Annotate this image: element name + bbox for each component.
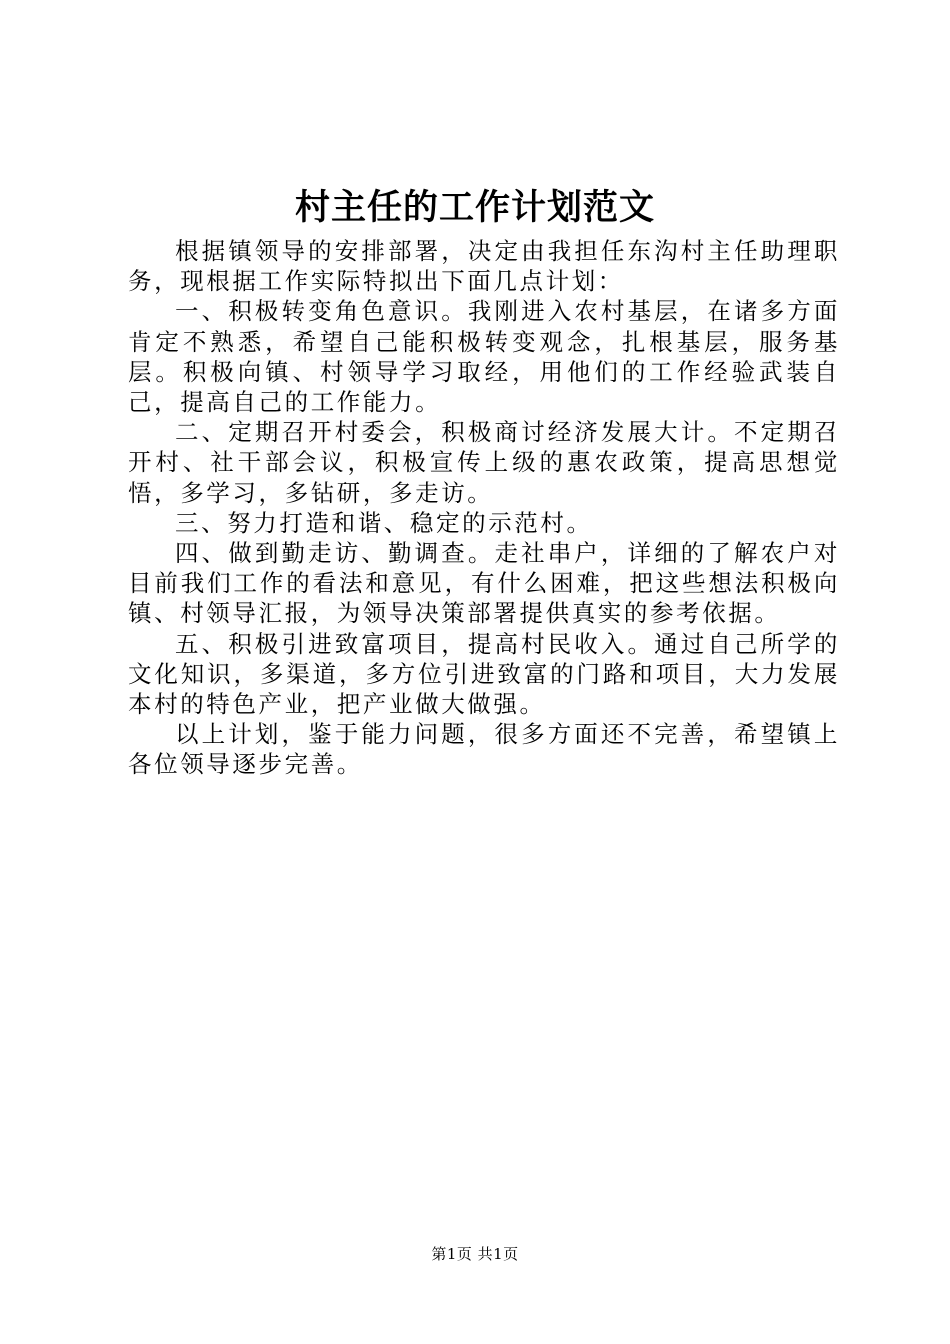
paragraph-item-1: 一、积极转变角色意识。我刚进入农村基层，在诸多方面肯定不熟悉，希望自己能积极转变观念，扎根基层，服务基层。积极向镇、村领导学习取经，用他们的工作经验武装自己，提高自己的工作能力。 (128, 297, 840, 417)
paragraph-item-4: 四、做到勤走访、勤调查。走社串户，详细的了解农户对目前我们工作的看法和意见，有什么困难，把这些想法积极向镇、村领导汇报，为领导决策部署提供真实的参考依据。 (128, 539, 840, 628)
paragraph-item-3: 三、努力打造和谐、稳定的示范村。 (175, 508, 593, 537)
paragraph-item-2: 二、定期召开村委会，积极商讨经济发展大计。不定期召开村、社干部会议，积极宣传上级的惠农政策，提高思想觉悟，多学习，多钻研，多走访。 (128, 418, 840, 507)
document-title: 村主任的工作计划范文 (294, 188, 655, 228)
paragraph-conclusion: 以上计划，鉴于能力问题，很多方面还不完善，希望镇上各位领导逐步完善。 (128, 720, 840, 779)
document-body (128, 236, 840, 780)
page-number-footer: 第1页 共1页 (431, 1245, 519, 1263)
paragraph-item-5: 五、积极引进致富项目，提高村民收入。通过自己所学的文化知识，多渠道，多方位引进致富的门路和项目，大力发展本村的特色产业，把产业做大做强。 (128, 629, 840, 719)
paragraph-intro: 根据镇领导的安排部署，决定由我担任东沟村主任助理职务，现根据工作实际特拟出下面几点计划： (128, 237, 840, 296)
